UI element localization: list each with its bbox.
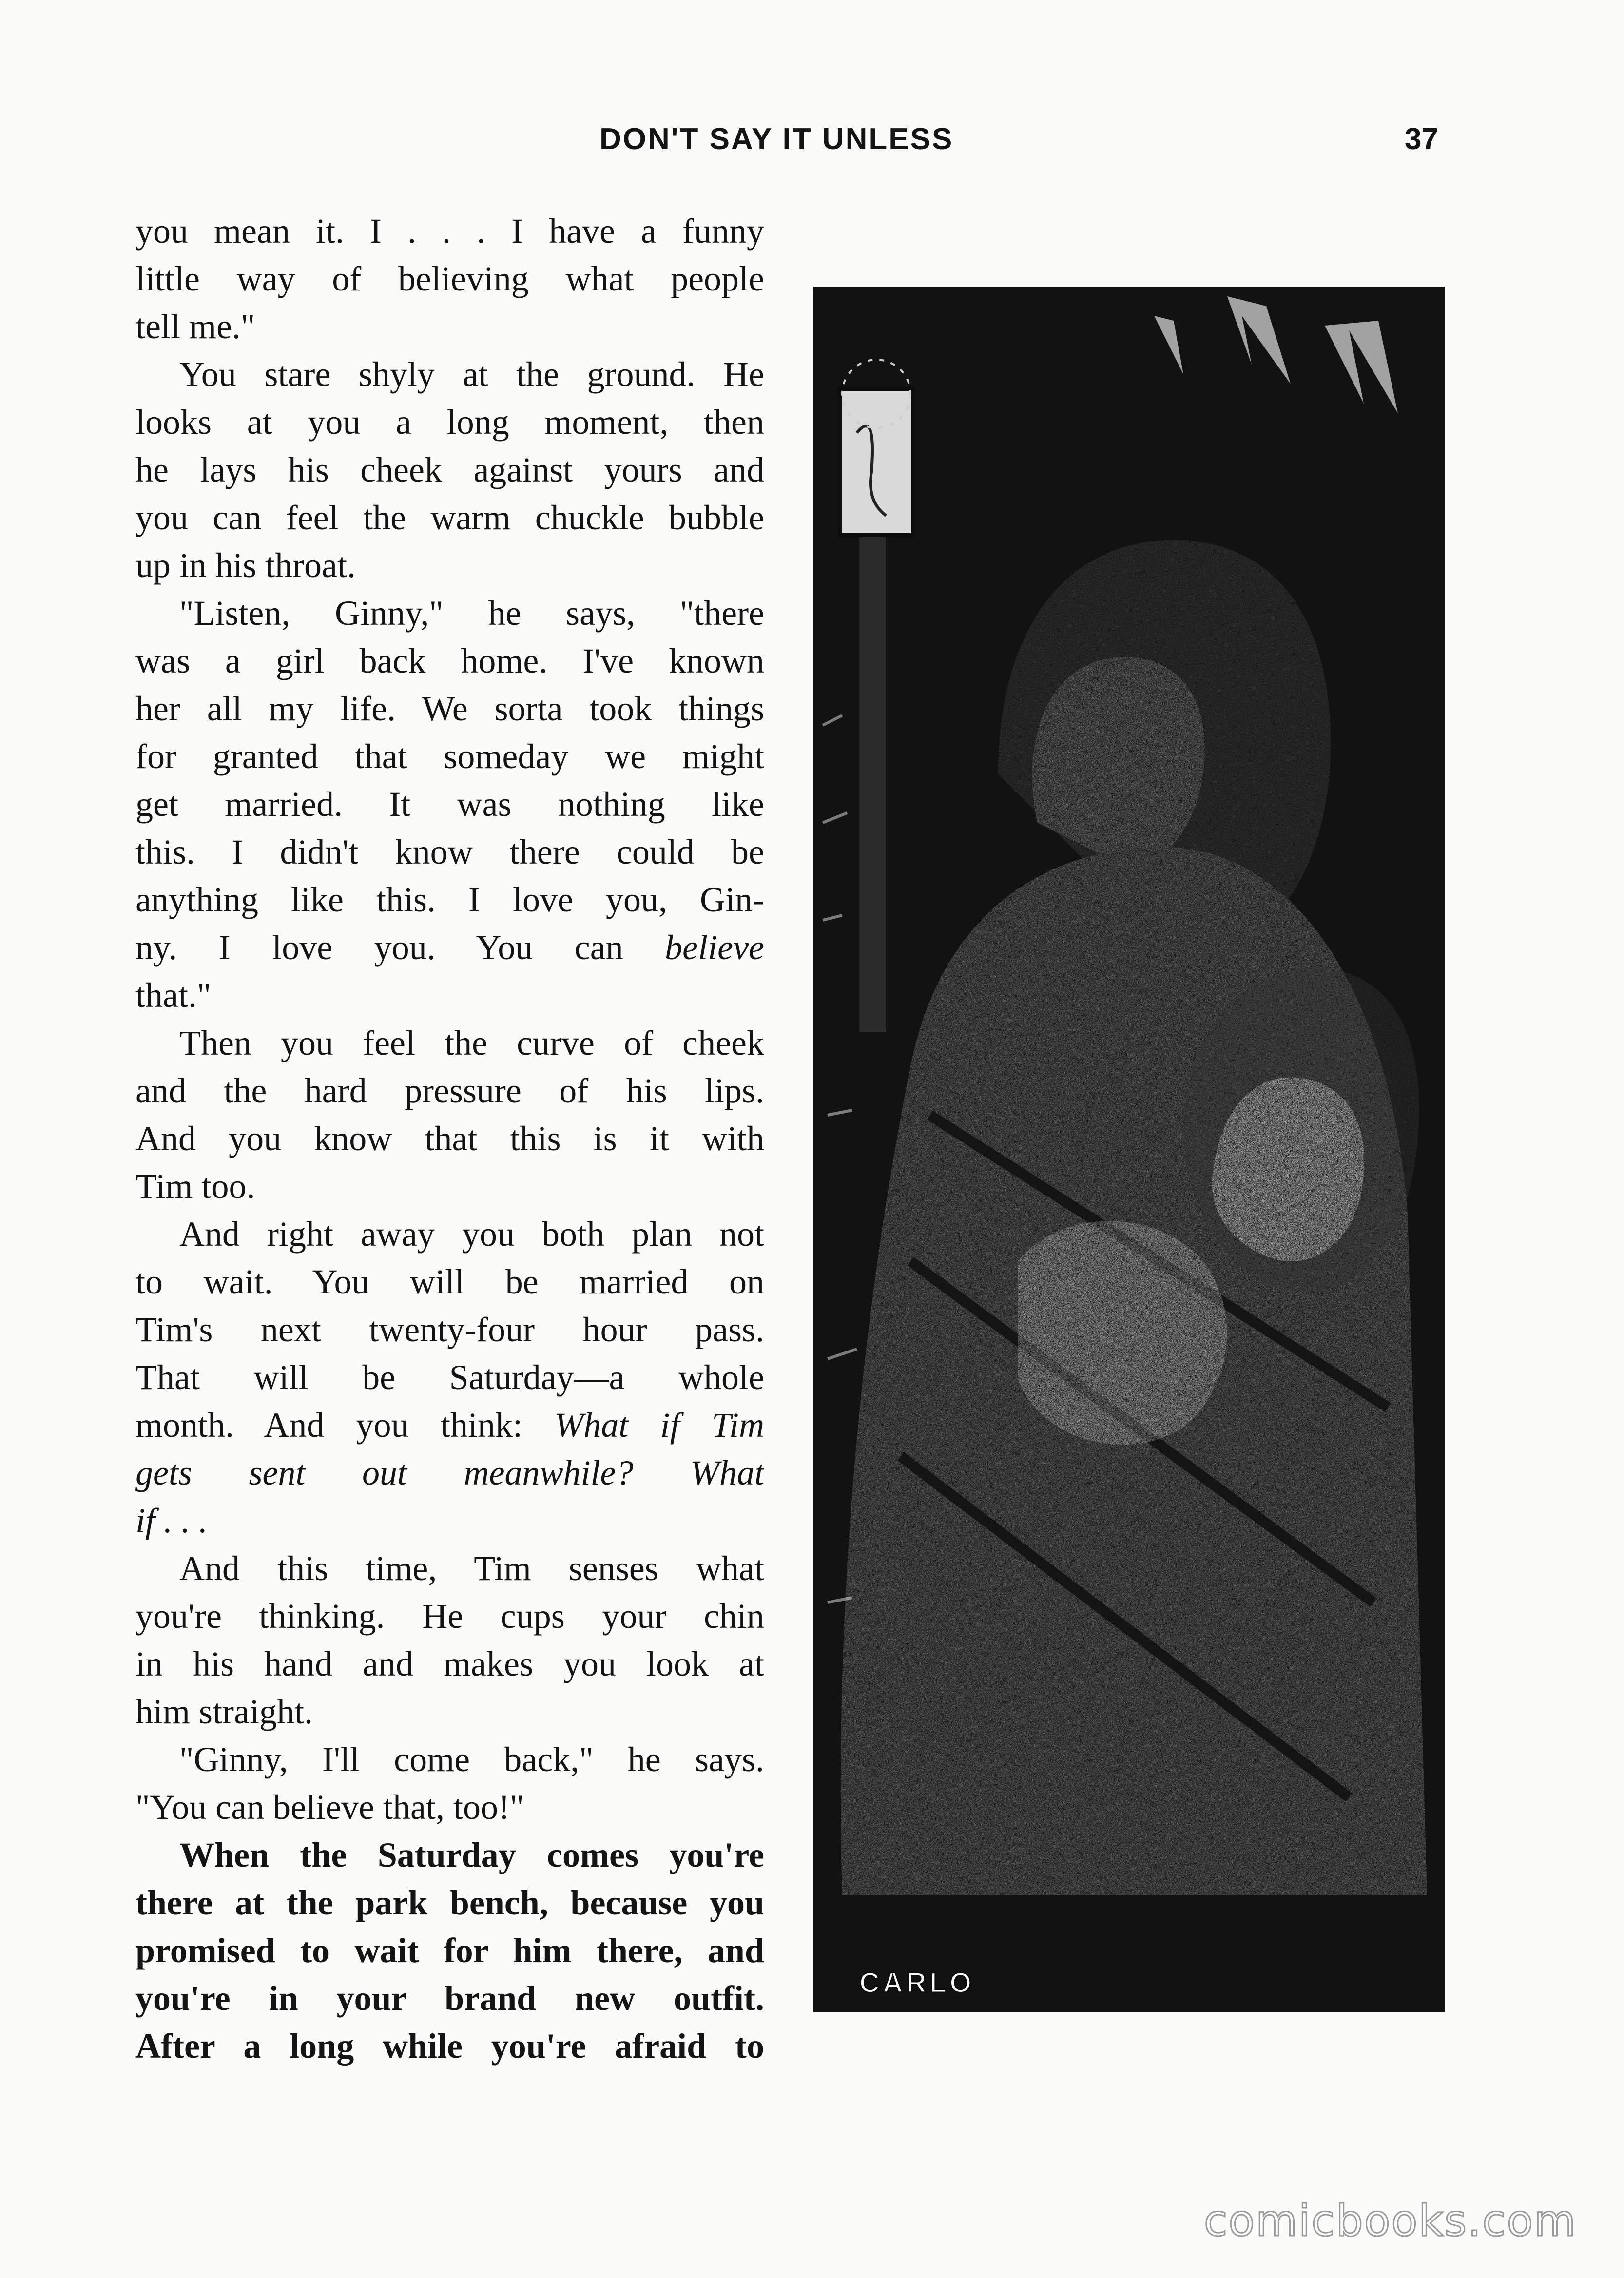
- body-text-line: was a girl back home. I've known: [135, 641, 764, 680]
- body-text-line: little way of believing what people: [135, 259, 764, 298]
- body-text-line: "Listen, Ginny," he says, "there: [179, 594, 764, 633]
- body-text-line: you mean it. I . . . I have a funny: [135, 212, 764, 251]
- body-text-line: ny. I love you. You can believe: [135, 928, 764, 967]
- body-text-line: you're in your brand new outfit.: [135, 1979, 764, 2018]
- artist-signature: CARLO: [859, 1967, 975, 1999]
- body-text-line: Tim's next twenty-four hour pass.: [135, 1310, 764, 1349]
- emphasis-text: What if Tim: [554, 1406, 764, 1445]
- body-text-line: promised to wait for him there, and: [135, 1931, 764, 1970]
- body-text-line: And this time, Tim senses what: [179, 1549, 764, 1588]
- body-text-line: "Ginny, I'll come back," he says.: [179, 1740, 764, 1779]
- body-text-line: in his hand and makes you look at: [135, 1644, 764, 1683]
- body-text-line: looks at you a long moment, then: [135, 403, 764, 442]
- page-number: 37: [1405, 122, 1438, 156]
- illustration-couple-embrace: [813, 287, 1445, 2012]
- body-text-line: gets sent out meanwhile? What: [135, 1453, 764, 1492]
- body-text-line: to wait. You will be married on: [135, 1262, 764, 1301]
- body-text-line: get married. It was nothing like: [135, 785, 764, 824]
- body-text-line: he lays his cheek against yours and: [135, 450, 764, 489]
- body-text-line: you can feel the warm chuckle bubble: [135, 498, 764, 537]
- body-text-line: And right away you both plan not: [179, 1215, 764, 1254]
- body-text-line: That will be Saturday—a whole: [135, 1358, 764, 1397]
- body-text-line: "You can believe that, too!": [135, 1788, 524, 1827]
- body-text-line: When the Saturday comes you're: [179, 1835, 764, 1874]
- body-text-line: And you know that this is it with: [135, 1119, 764, 1158]
- body-text-line: if . . .: [135, 1501, 208, 1540]
- body-text-column: [135, 207, 764, 2070]
- body-text-line: tell me.": [135, 307, 255, 346]
- body-text-line: You stare shyly at the ground. He: [179, 355, 764, 394]
- body-text-line: this. I didn't know there could be: [135, 832, 764, 871]
- running-header: DON'T SAY IT UNLESS: [599, 122, 954, 156]
- body-text-line: and the hard pressure of his lips.: [135, 1071, 764, 1110]
- body-text-line: anything like this. I love you, Gin-: [135, 880, 764, 919]
- body-text-line: him straight.: [135, 1692, 313, 1731]
- body-text-line: Then you feel the curve of cheek: [179, 1023, 764, 1062]
- body-text-line: month. And you think: What if Tim: [135, 1406, 764, 1445]
- body-text-line: that.": [135, 976, 212, 1015]
- body-text-line: you're thinking. He cups your chin: [135, 1597, 764, 1636]
- body-text-line: there at the park bench, because you: [135, 1883, 764, 1922]
- body-text-line: up in his throat.: [135, 546, 356, 585]
- emphasis-text: believe: [665, 928, 764, 967]
- watermark: comicbooks.com: [1204, 2196, 1577, 2246]
- body-text-line: After a long while you're afraid to: [135, 2027, 764, 2066]
- body-text-line: her all my life. We sorta took things: [135, 689, 764, 728]
- body-text-line: Tim too.: [135, 1167, 255, 1206]
- body-text-line: for granted that someday we might: [135, 737, 764, 776]
